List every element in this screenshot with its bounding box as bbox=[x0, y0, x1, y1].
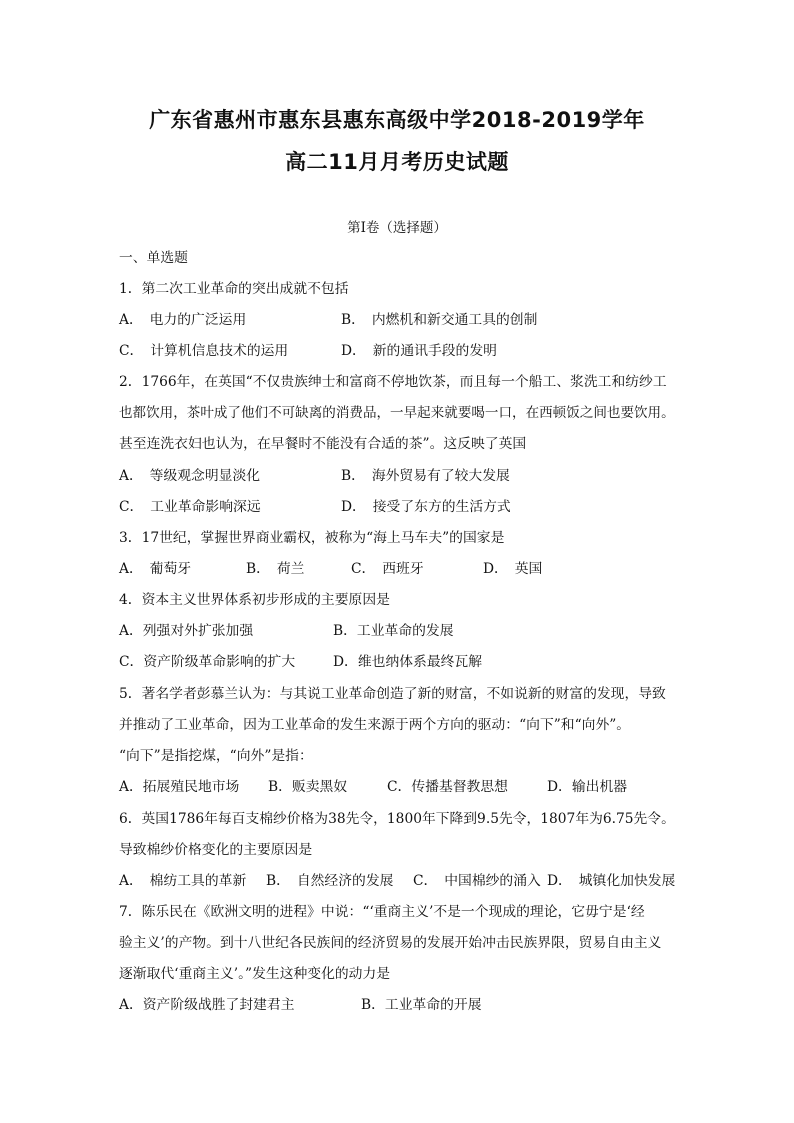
q2-stem-line1: 2．1766年，在英国“不仅贵族绅士和富商不停地饮茶，而且每一个船工、浆洗工和纺纱工 bbox=[119, 374, 667, 390]
q3-option-b: B． 荷兰 bbox=[246, 561, 305, 577]
q2-option-d: D． 接受了东方的生活方式 bbox=[341, 499, 511, 515]
q5-stem-line3: “向下”是指挖煤，“向外”是指： bbox=[119, 748, 313, 764]
q4-option-a: A．列强对外扩张加强 bbox=[119, 623, 254, 639]
exam-title-line2: 高二11月月考历史试题 bbox=[285, 150, 509, 174]
q1-option-a: A． 电力的广泛运用 bbox=[119, 312, 247, 328]
q1-option-d: D． 新的通讯手段的发明 bbox=[341, 343, 497, 359]
q1-option-b: B． 内燃机和新交通工具的创制 bbox=[341, 312, 538, 328]
q5-stem-line2: 并推动了工业革命，因为工业革命的发生来源于两个方向的驱动：“向下”和“向外”。 bbox=[119, 717, 631, 733]
q5-option-a: A．拓展殖民地市场 bbox=[119, 779, 240, 795]
exam-title-line1: 广东省惠州市惠东县惠东高级中学2018-2019学年 bbox=[149, 108, 645, 132]
q6-option-d: D． 城镇化加快发展 bbox=[547, 873, 676, 889]
q3-stem: 3．17世纪，掌握世界商业霸权，被称为“海上马车夫”的国家是 bbox=[119, 530, 505, 546]
q5-stem-line1: 5．著名学者彭慕兰认为：与其说工业革命创造了新的财富，不如说新的财富的发现，导致 bbox=[119, 686, 666, 702]
q4-option-d: D．维也纳体系最终瓦解 bbox=[333, 654, 483, 670]
q7-stem-line2: 验主义’的产物。到十八世纪各民族间的经济贸易的发展开始冲击民族界限，贸易自由主义 bbox=[119, 935, 662, 951]
q3-option-a: A． 葡萄牙 bbox=[119, 561, 192, 577]
q4-option-c: C．资产阶级革命影响的扩大 bbox=[119, 654, 296, 670]
q3-option-d: D． 英国 bbox=[483, 561, 543, 577]
q7-option-a: A．资产阶级战胜了封建君主 bbox=[119, 997, 295, 1013]
q6-option-b: B． 自然经济的发展 bbox=[266, 873, 394, 889]
q6-option-c: C． 中国棉纱的涌入 bbox=[413, 873, 541, 889]
q5-option-c: C．传播基督教思想 bbox=[387, 779, 508, 795]
q6-stem-line2: 导致棉纱价格变化的主要原因是 bbox=[119, 842, 313, 858]
part-heading: 第I卷（选择题） bbox=[347, 220, 447, 236]
q1-option-c: C． 计算机信息技术的运用 bbox=[119, 343, 289, 359]
q2-stem-line2: 也都饮用，茶叶成了他们不可缺离的消费品，一早起来就要喝一口，在西顿饭之间也要饮用。 bbox=[119, 405, 675, 421]
section-heading: 一、单选题 bbox=[119, 250, 188, 266]
q6-option-a: A． 棉纺工具的革新 bbox=[119, 873, 247, 889]
q4-stem: 4．资本主义世界体系初步形成的主要原因是 bbox=[119, 592, 390, 608]
q7-stem-line1: 7．陈乐民在《欧洲文明的进程》中说：“‘重商主义’不是一个现成的理论，它毋宁是‘经 bbox=[119, 904, 645, 920]
q2-option-c: C． 工业革命影响深远 bbox=[119, 499, 261, 515]
q6-stem-line1: 6．英国1786年每百支棉纱价格为38先令，1800年下降到9.5先令，1807年为6.75先令。 bbox=[119, 811, 675, 827]
q3-option-c: C． 西班牙 bbox=[351, 561, 424, 577]
q1-stem: 1．第二次工业革命的突出成就不包括 bbox=[119, 281, 349, 297]
q7-option-b: B．工业革命的开展 bbox=[361, 997, 482, 1013]
q4-option-b: B．工业革命的发展 bbox=[333, 623, 454, 639]
q5-option-b: B．贩卖黑奴 bbox=[268, 779, 348, 795]
q5-option-d: D．输出机器 bbox=[547, 779, 628, 795]
q7-stem-line3: 逐渐取代‘重商主义’。”发生这种变化的动力是 bbox=[119, 966, 391, 982]
q2-option-b: B． 海外贸易有了较大发展 bbox=[341, 468, 510, 484]
q2-stem-line3: 甚至连洗衣妇也认为，在早餐时不能没有合适的茶”。这反映了英国 bbox=[119, 436, 527, 452]
q2-option-a: A． 等级观念明显淡化 bbox=[119, 468, 261, 484]
